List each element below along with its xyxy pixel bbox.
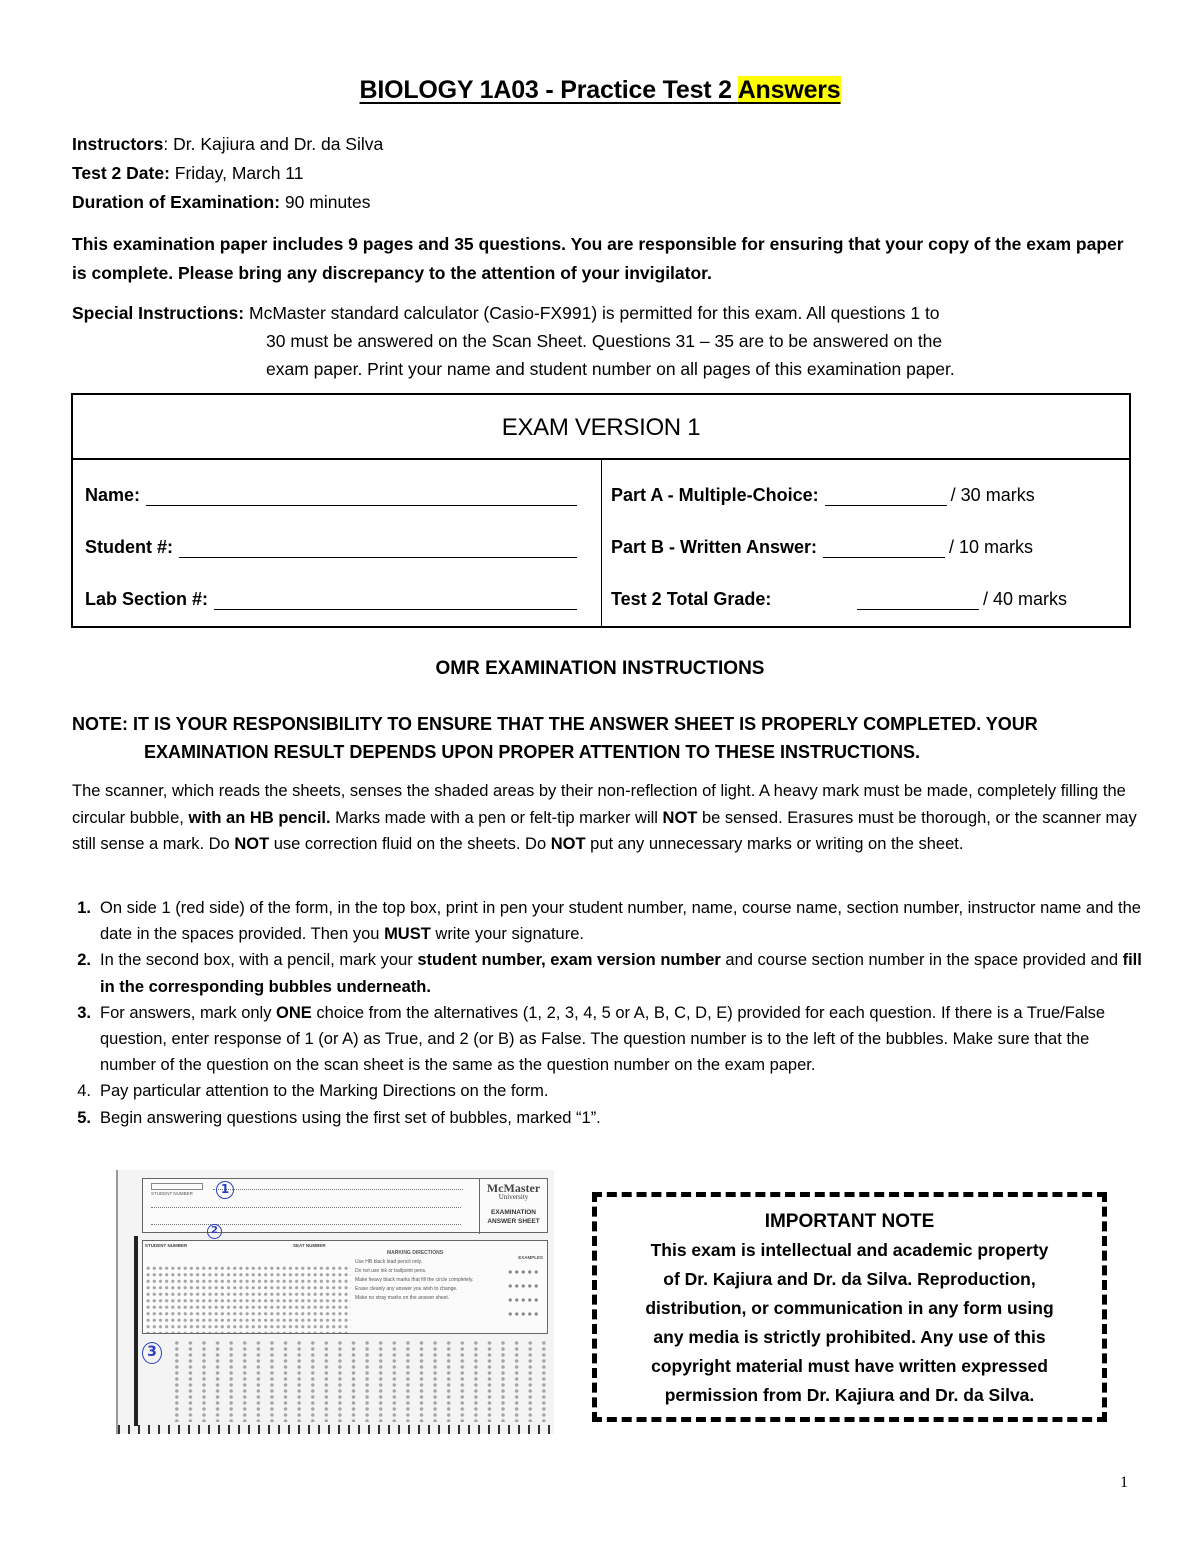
student-number-boxes bbox=[151, 1183, 203, 1190]
answer-sheet-illustration bbox=[116, 1170, 554, 1434]
page-title bbox=[0, 76, 1200, 105]
part-a-score-field[interactable]: Part A - Multiple-Choice: / 30 marks bbox=[611, 485, 1035, 505]
total-grade-line[interactable] bbox=[857, 592, 979, 610]
name-field[interactable]: Name: bbox=[85, 485, 577, 506]
important-note-line: any media is strictly prohibited. Any use of this bbox=[653, 1327, 1046, 1347]
important-note-line: copyright material must have written expressed bbox=[651, 1356, 1048, 1376]
part-a-score-line[interactable] bbox=[825, 488, 947, 506]
page-number: 1 bbox=[1120, 1474, 1128, 1491]
date-line: Test 2 Date: Friday, March 11 bbox=[72, 163, 304, 183]
important-note-heading: IMPORTANT NOTE bbox=[764, 1211, 935, 1232]
duration-line: Duration of Examination: 90 minutes bbox=[72, 192, 371, 212]
timing-bar bbox=[134, 1236, 138, 1426]
title-main: BIOLOGY 1A03 - Practice Test 2 bbox=[359, 76, 738, 104]
student-number-input-line[interactable] bbox=[179, 540, 577, 558]
important-note-line: This exam is intellectual and academic property bbox=[650, 1240, 1049, 1260]
examples-bubbles bbox=[507, 1265, 541, 1325]
answer-bubble-grid bbox=[170, 1340, 548, 1422]
omr-scanner-paragraph: The scanner, which reads the sheets, senses the shaded areas by their non-reflection of light. A heavy mark must be made, completely filling the circular bubble, with an HB pencil. Marks made with a pen or felt-tip marker will NOT be sensed. Erasures must be thorough, or the scanner may still sense a mark. Do NOT use correction fluid on the sheets. Do NOT put any unnecessary marks or writing on the sheet. bbox=[72, 782, 1137, 853]
important-note-line: distribution, or communication in any form using bbox=[645, 1298, 1054, 1318]
important-note-box bbox=[592, 1192, 1107, 1422]
name-line bbox=[213, 1189, 463, 1190]
list-item: 3. For answers, mark only ONE choice from the alternatives (1, 2, 3, 4, 5 or A, B, C, D, E) provided for each question. If there is a True/False question, enter response of 1 (or A) as True, and 2 (or B) as False. The question number is to the left of the bubbles. Make sure that the number of the question on the scan sheet is the same as the question number on the exam paper. bbox=[77, 1003, 1106, 1075]
id-bubble-grid bbox=[145, 1265, 351, 1333]
course-line bbox=[151, 1224, 461, 1225]
special-instructions: Special Instructions: McMaster standard calculator (Casio-FX991) is permitted for this exam. All questions 1 to 30 must be answered on the Scan Sheet. Questions 31 – 35 are to be answered on the exam paper. Print your name and student number on all pages of this examination paper. bbox=[72, 303, 955, 379]
list-item: 1. On side 1 (red side) of the form, in the top box, print in pen your student number, name, course name, section number, instructor name and the date in the spaces provided. Then you MUST write your signature. bbox=[77, 899, 1141, 944]
omr-steps-list bbox=[72, 895, 1142, 1131]
exam-version-box bbox=[71, 393, 1131, 628]
sheet-top-box: STUDENT NUMBER McMaster University EXAMINATION ANSWER SHEET bbox=[142, 1178, 548, 1233]
exam-meta bbox=[72, 130, 383, 217]
title-highlight: Answers bbox=[737, 76, 841, 104]
omr-responsibility-note: NOTE: IT IS YOUR RESPONSIBILITY TO ENSURE THAT THE ANSWER SHEET IS PROPERLY COMPLETED. YOUR EXAMINATION RESULT DEPENDS UPON PROPER ATTENTION TO THESE INSTRUCTIONS. bbox=[72, 714, 1038, 762]
lab-section-input-line[interactable] bbox=[214, 592, 577, 610]
timing-marks bbox=[118, 1425, 554, 1434]
exam-version-heading: EXAM VERSION 1 bbox=[73, 395, 1129, 460]
signature-line bbox=[151, 1207, 461, 1208]
paper-completeness-note: This examination paper includes 9 pages and 35 questions. You are responsible for ensuring that your copy of the exam paper is complete. Please bring any discrepancy to the attention of your invigilator. bbox=[72, 234, 1124, 283]
column-divider bbox=[601, 460, 602, 626]
student-number-field[interactable]: Student #: bbox=[85, 537, 577, 558]
part-b-score-line[interactable] bbox=[823, 540, 945, 558]
mcmaster-logo: McMaster University EXAMINATION ANSWER SHEET bbox=[479, 1179, 547, 1234]
important-note-line: permission from Dr. Kajiura and Dr. da Silva. bbox=[664, 1385, 1035, 1405]
callout-2-icon: 2 bbox=[207, 1224, 222, 1239]
important-note-line: of Dr. Kajiura and Dr. da Silva. Reproduction, bbox=[663, 1269, 1036, 1289]
special-instructions-label: Special Instructions: bbox=[72, 303, 245, 323]
list-item: 2. In the second box, with a pencil, mark your student number, exam version number and course section number in the space provided and fill in the corresponding bubbles underneath. bbox=[77, 951, 1142, 996]
callout-1-icon: 1 bbox=[216, 1181, 234, 1199]
name-input-line[interactable] bbox=[146, 488, 577, 506]
list-item: 4. Pay particular attention to the Marking Directions on the form. bbox=[77, 1082, 549, 1101]
total-grade-field[interactable]: Test 2 Total Grade: / 40 marks bbox=[611, 589, 1068, 609]
omr-section-title: OMR EXAMINATION INSTRUCTIONS bbox=[435, 658, 765, 679]
instructors-line: Instructors: Dr. Kajiura and Dr. da Silva bbox=[72, 134, 384, 154]
sheet-id-box: STUDENT NUMBER SEAT NUMBER MARKING DIRECTIONS Use HB black lead pencil only. Do not use ink or ballpoint pens. Make heavy black marks that fill the circle completely. Erase cleanly any answer you wish to change. Make no stray marks on the answer sheet. EXAMPLES bbox=[142, 1240, 548, 1334]
callout-3-icon: 3 bbox=[142, 1342, 162, 1364]
part-b-score-field[interactable]: Part B - Written Answer: / 10 marks bbox=[611, 537, 1034, 557]
lab-section-field[interactable]: Lab Section #: bbox=[85, 589, 577, 610]
list-item: 5. Begin answering questions using the first set of bubbles, marked “1”. bbox=[77, 1108, 601, 1127]
marking-directions: MARKING DIRECTIONS Use HB black lead pencil only. Do not use ink or ballpoint pens. Make heavy black marks that fill the circle completely. Erase cleanly any answer you wish to change. Make no stray marks on the answer sheet. bbox=[355, 1250, 474, 1301]
